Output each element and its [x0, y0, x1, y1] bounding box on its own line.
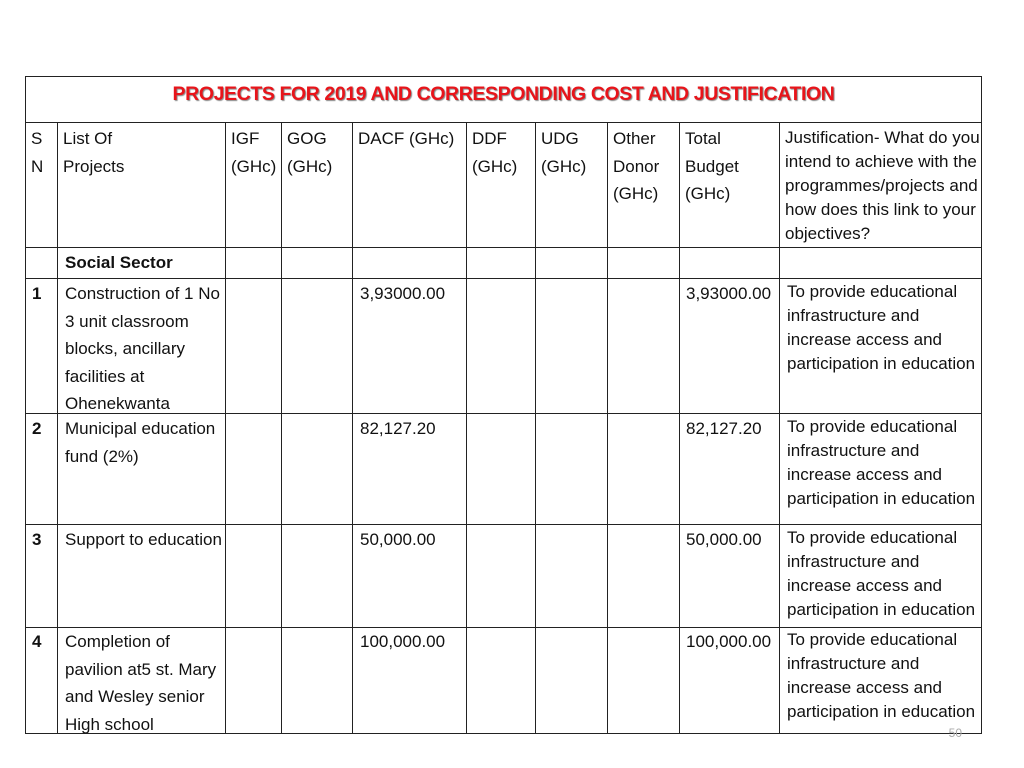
row-1-dacf: 3,93000.00: [360, 284, 446, 303]
header-justification: Justification- What do you intend to achieve with the programmes/projects and how does this link to your objectives?: [785, 128, 980, 243]
header-sn: S N: [31, 129, 44, 176]
row-4-project: Completion of pavilion at5 st. Mary and Wesley senior High school: [65, 632, 217, 734]
row-divider: [26, 247, 981, 248]
row-3-project: Support to education: [65, 530, 222, 549]
page-number: 50: [948, 726, 962, 740]
table-title-row: [26, 77, 981, 123]
row-3-justification: To provide educational infrastructure and increase access and participation in education: [787, 528, 976, 619]
column-divider: [281, 123, 282, 733]
row-1-total: 3,93000.00: [686, 284, 772, 303]
row-3-dacf: 50,000.00: [360, 530, 436, 549]
row-1-justification: To provide educational infrastructure and increase access and participation in education: [787, 282, 976, 373]
row-3-sn: 3: [32, 530, 42, 549]
row-1-project: Construction of 1 No 3 unit classroom blocks, ancillary facilities at Ohenekwanta: [65, 284, 220, 413]
header-igf: IGF (GHc): [231, 129, 277, 176]
header-dacf: DACF (GHc): [358, 129, 455, 148]
header-udg: UDG (GHc): [541, 129, 587, 176]
column-divider: [607, 123, 608, 733]
column-divider: [352, 123, 353, 733]
row-2-justification: To provide educational infrastructure and increase access and participation in education: [787, 417, 976, 508]
header-gog: GOG (GHc): [287, 129, 333, 176]
row-4-sn: 4: [32, 632, 42, 651]
row-2-dacf: 82,127.20: [360, 419, 436, 438]
row-2-sn: 2: [32, 419, 42, 438]
row-divider: [26, 278, 981, 279]
column-divider: [225, 123, 226, 733]
row-4-dacf: 100,000.00: [360, 632, 446, 651]
row-divider: [26, 524, 981, 525]
row-1-sn: 1: [32, 284, 42, 303]
header-total-budget: Total Budget (GHc): [685, 129, 739, 203]
header-projects: List Of Projects: [63, 129, 125, 176]
projects-table: [25, 76, 982, 734]
section-label: Social Sector: [65, 253, 173, 272]
column-divider: [57, 123, 58, 733]
column-divider: [466, 123, 467, 733]
column-divider: [679, 123, 680, 733]
column-divider: [779, 123, 780, 733]
row-3-total: 50,000.00: [686, 530, 762, 549]
row-2-total: 82,127.20: [686, 419, 762, 438]
table-title: PROJECTS FOR 2019 AND CORRESPONDING COST AND JUSTIFICATION: [172, 83, 835, 105]
row-4-justification: To provide educational infrastructure and increase access and participation in education: [787, 630, 976, 721]
row-4-total: 100,000.00: [686, 632, 772, 651]
row-2-project: Municipal education fund (2%): [65, 419, 216, 466]
header-ddf: DDF (GHc): [472, 129, 518, 176]
header-other-donor: Other Donor (GHc): [613, 129, 660, 203]
column-divider: [535, 123, 536, 733]
